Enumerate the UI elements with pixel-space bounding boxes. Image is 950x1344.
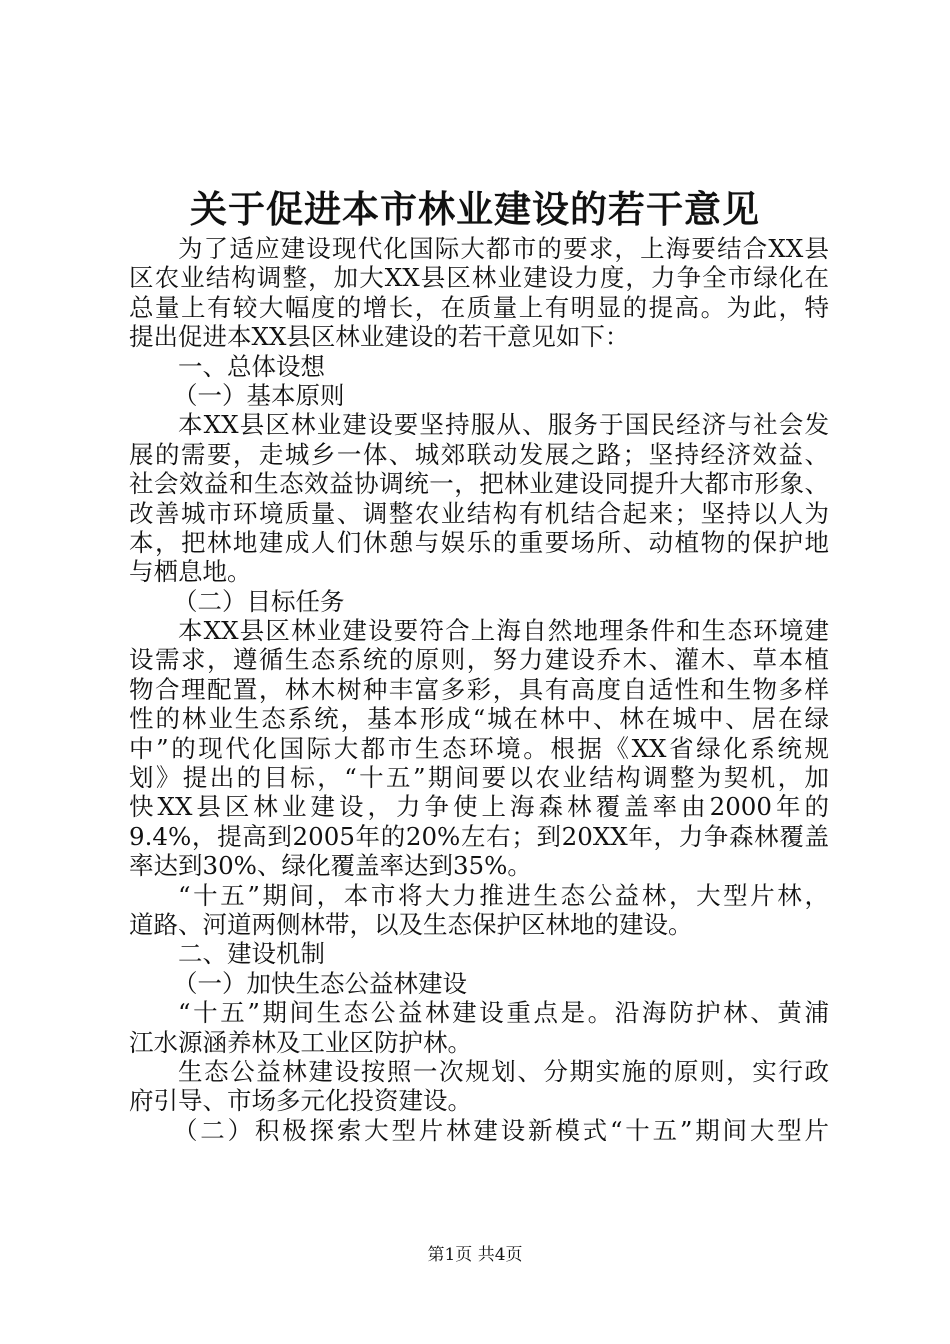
section-heading: 一、总体设想 — [178, 351, 325, 381]
paragraph-line: 江水源涵养林及工业区防护林。 — [129, 1027, 472, 1057]
paragraph-line: 提出促进本XX县区林业建设的若干意见如下： — [129, 322, 630, 352]
paragraph-line: 率达到30%、绿化覆盖率达到35%。 — [129, 851, 532, 881]
paragraph-line: 区农业结构调整，加大XX县区林业建设力度，力争全市绿化在 — [129, 263, 829, 293]
paragraph-line: 改善城市环境质量、调整农业结构有机结合起来；坚持以人为 — [129, 498, 829, 528]
paragraph-line: 为了适应建设现代化国际大都市的要求，上海要结合XX县 — [178, 234, 829, 263]
document-title: 关于促进本市林业建设的若干意见 — [190, 187, 760, 231]
paragraph-line: 展的需要，走城乡一体、城郊联动发展之路；坚持经济效益、 — [129, 439, 829, 469]
document-body — [129, 234, 829, 1145]
paragraph-line: 社会效益和生态效益协调统一，把林业建设同提升大都市形象、 — [129, 469, 829, 499]
paragraph-line: 道路、河道两侧林带，以及生态保护区林地的建设。 — [129, 909, 693, 939]
paragraph-line: 本，把林地建成人们休憩与娱乐的重要场所、动植物的保护地 — [129, 527, 829, 557]
paragraph-line: 本XX县区林业建设要坚持服从、服务于国民经济与社会发 — [178, 410, 829, 440]
paragraph-line: 府引导、市场多元化投资建设。 — [129, 1086, 472, 1116]
subsection-heading: （二）积极探索大型片林建设新模式“十五”期间大型片 — [173, 1115, 829, 1145]
paragraph-line: 总量上有较大幅度的增长，在质量上有明显的提高。为此，特 — [129, 292, 829, 322]
paragraph-line: “十五”期间，本市将大力推进生态公益林，大型片林， — [178, 880, 829, 910]
paragraph-line: 9.4%，提高到2005年的20%左右；到20XX年，力争森林覆盖 — [129, 821, 829, 851]
paragraph-line: 物合理配置，林木树种丰富多彩，具有高度自适性和生物多样 — [129, 674, 829, 704]
subsection-heading: （一）基本原则 — [173, 380, 345, 410]
paragraph-line: 划》提出的目标，“十五”期间要以农业结构调整为契机，加 — [129, 763, 829, 793]
paragraph-line: 本XX县区林业建设要符合上海自然地理条件和生态环境建 — [178, 616, 829, 646]
subsection-heading: （一）加快生态公益林建设 — [173, 968, 467, 998]
paragraph-line: 中”的现代化国际大都市生态环境。根据《XX省绿化系统规 — [129, 733, 829, 763]
paragraph-line: 生态公益林建设按照一次规划、分期实施的原则，实行政 — [178, 1056, 829, 1086]
paragraph-line: 设需求，遵循生态系统的原则，努力建设乔木、灌木、草本植 — [129, 645, 829, 675]
paragraph-line: 性的林业生态系统，基本形成“城在林中、林在城中、居在绿 — [129, 704, 829, 734]
page-number: 第1页 共4页 — [427, 1245, 523, 1265]
subsection-heading: （二）目标任务 — [173, 586, 345, 616]
paragraph-line: 与栖息地。 — [129, 557, 252, 587]
paragraph-line: “十五”期间生态公益林建设重点是。沿海防护林、黄浦 — [178, 998, 829, 1028]
section-heading: 二、建设机制 — [178, 939, 325, 969]
paragraph-line: 快XX县区林业建设，力争使上海森林覆盖率由2000年的 — [129, 792, 829, 822]
